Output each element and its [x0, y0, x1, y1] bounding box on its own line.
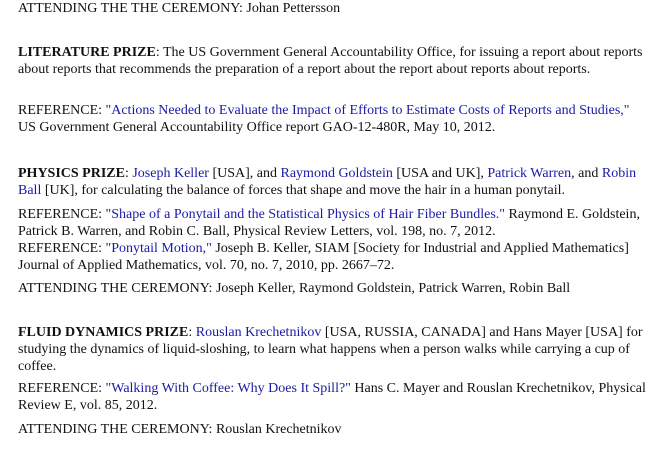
fluid-dynamics-prize-entry	[18, 324, 648, 375]
reference-label: REFERENCE:	[18, 381, 106, 396]
punctuation: :	[188, 325, 196, 340]
physics-person-link-4[interactable]: Robin Ball	[18, 166, 637, 198]
physics-person-link-2[interactable]: Raymond Goldstein	[280, 166, 393, 181]
physics-separator-3: , and	[571, 166, 602, 181]
literature-reference-link[interactable]: "Actions Needed to Evaluate the Impact of Efforts to Estimate Costs of Reports and Studies,"	[105, 103, 630, 118]
physics-country-1: [USA], and	[208, 166, 281, 181]
fluid-reference-details: Hans C. Mayer and Rouslan Krechetnikov, Physical Review E, vol. 85, 2012.	[18, 381, 646, 413]
fluid-person-link-1[interactable]: Rouslan Krechetnikov	[195, 325, 322, 340]
reference-label: REFERENCE:	[18, 241, 106, 256]
physics-reference-details-1: Raymond E. Goldstein, Patrick B. Warren, and Robin C. Ball, Physical Review Letters, vol. 198, no. 7, 2012.	[18, 207, 640, 239]
top-attending-line: ATTENDING THE THE CEREMONY: Johan Pettersson	[18, 1, 341, 16]
literature-prize-title: LITERATURE PRIZE	[18, 45, 156, 60]
literature-reference-details: US Government General Accountability Office report GAO-12-480R, May 10, 2012.	[18, 120, 496, 135]
fluid-dynamics-prize-title: FLUID DYNAMICS PRIZE	[18, 325, 189, 340]
literature-prize-description: : The US Government General Accountability Office, for issuing a report about reports about reports that recommends the preparation of a report about the report about reports about reports.	[18, 45, 643, 77]
physics-reference-link-1[interactable]: "Shape of a Ponytail and the Statistical Physics of Hair Fiber Bundles."	[105, 207, 506, 222]
literature-reference	[18, 102, 648, 136]
physics-person-link-1[interactable]: Joseph Keller	[132, 166, 209, 181]
fluid-attending-line: ATTENDING THE CEREMONY: Rouslan Krechetnikov	[18, 422, 342, 437]
reference-label: REFERENCE:	[18, 103, 106, 118]
physics-reference-details-2: Joseph B. Keller, SIAM [Society for Industrial and Applied Mathematics] Journal of Applied Mathematics, vol. 70, no. 7, 2010, pp. 2667–72.	[18, 241, 629, 273]
reference-label: REFERENCE:	[18, 207, 106, 222]
literature-prize-entry	[18, 44, 648, 78]
physics-person-link-3[interactable]: Patrick Warren	[487, 166, 572, 181]
physics-attending-line: ATTENDING THE CEREMONY: Joseph Keller, Raymond Goldstein, Patrick Warren, Robin Ball	[18, 281, 571, 296]
physics-prize-entry	[18, 165, 648, 199]
physics-reference-2	[18, 240, 648, 274]
physics-prize-description: [UK], for calculating the balance of forces that shape and move the hair in a human ponytail.	[41, 183, 565, 198]
fluid-reference	[18, 380, 648, 414]
physics-reference-link-2[interactable]: "Ponytail Motion,"	[105, 241, 212, 256]
physics-prize-title: PHYSICS PRIZE	[18, 166, 125, 181]
fluid-reference-link[interactable]: "Walking With Coffee: Why Does It Spill?"	[105, 381, 351, 396]
physics-reference-1	[18, 206, 648, 240]
fluid-prize-description: [USA, RUSSIA, CANADA] and Hans Mayer [USA] for studying the dynamics of liquid-sloshing, to learn what happens when a person walks while carrying a cup of coffee.	[18, 325, 643, 374]
physics-country-2: [USA and UK],	[392, 166, 488, 181]
punctuation: :	[124, 166, 133, 181]
